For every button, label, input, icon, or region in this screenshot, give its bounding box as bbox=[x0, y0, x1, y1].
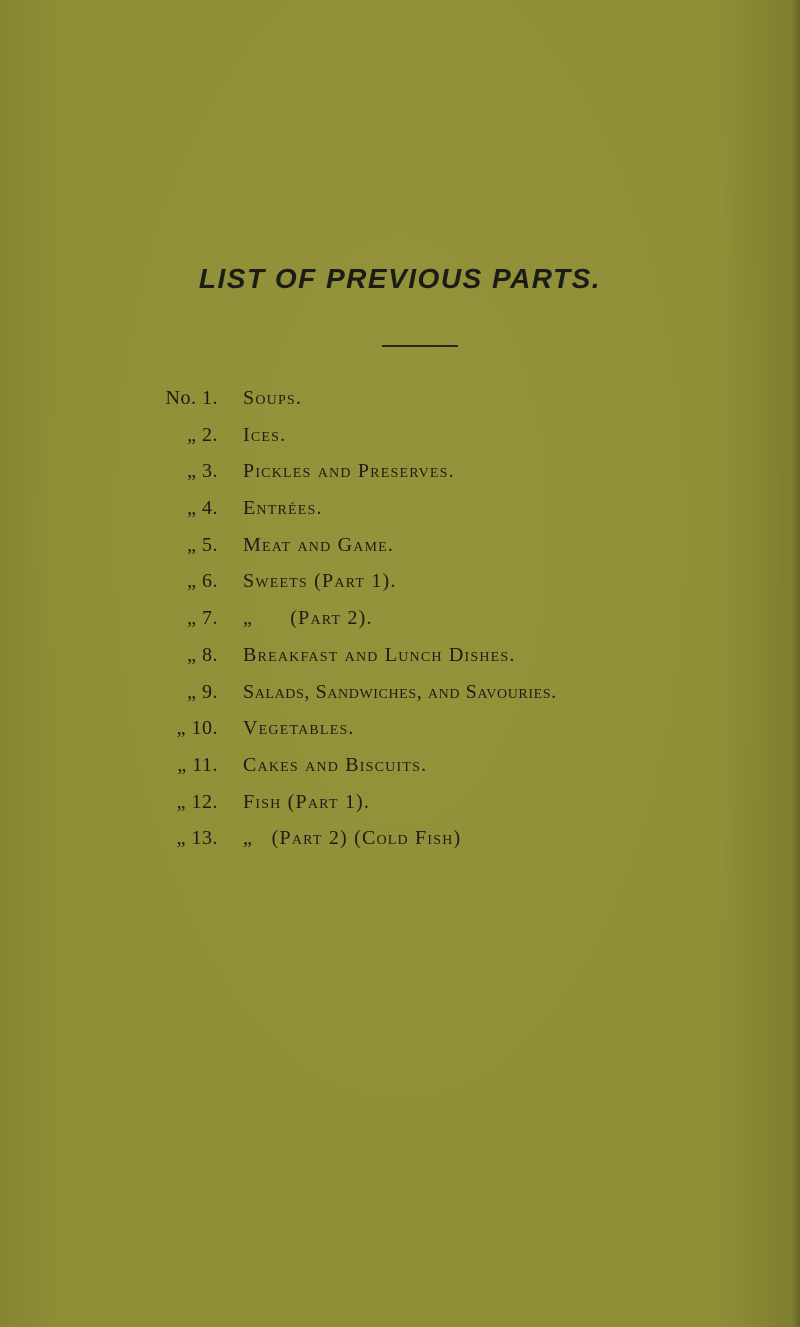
list-item bbox=[0, 417, 800, 454]
title-divider bbox=[382, 345, 458, 347]
part-title: „ (Part 2). bbox=[243, 607, 373, 630]
part-number: „ 11. bbox=[177, 753, 218, 776]
part-number: „ 7. bbox=[187, 607, 218, 630]
part-title: „ (Part 2) (Cold Fish) bbox=[243, 827, 462, 850]
part-title: Meat and Game. bbox=[243, 533, 395, 556]
part-title: Salads, Sandwiches, and Savouries. bbox=[243, 680, 557, 703]
list-item bbox=[0, 784, 800, 821]
part-number: „ 9. bbox=[187, 680, 218, 703]
part-number: No. 1. bbox=[165, 387, 218, 409]
page-title: LIST OF PREVIOUS PARTS. bbox=[198, 263, 602, 294]
part-title: Entrées. bbox=[243, 497, 323, 520]
part-title: Ices. bbox=[243, 423, 287, 446]
part-number: „ 3. bbox=[187, 460, 218, 483]
part-title: Breakfast and Lunch Dishes. bbox=[243, 643, 516, 666]
part-number: „ 12. bbox=[176, 790, 218, 813]
list-item bbox=[0, 453, 800, 490]
part-number: „ 13. bbox=[176, 827, 218, 850]
parts-list bbox=[0, 380, 800, 857]
list-item bbox=[0, 600, 800, 637]
part-number: „ 10. bbox=[176, 717, 218, 740]
part-number: „ 4. bbox=[187, 497, 218, 520]
part-title: Pickles and Preserves. bbox=[243, 460, 455, 483]
part-title: Soups. bbox=[243, 387, 303, 409]
list-item bbox=[0, 563, 800, 600]
part-title: Cakes and Biscuits. bbox=[243, 753, 428, 776]
list-item bbox=[0, 710, 800, 747]
part-number: „ 5. bbox=[187, 533, 218, 556]
part-title: Fish (Part 1). bbox=[243, 790, 371, 813]
part-number: „ 2. bbox=[187, 423, 218, 446]
list-item bbox=[0, 527, 800, 564]
list-item bbox=[0, 637, 800, 674]
part-number: „ 6. bbox=[187, 570, 218, 593]
part-title: Sweets (Part 1). bbox=[243, 570, 397, 593]
list-item bbox=[0, 490, 800, 527]
part-number: „ 8. bbox=[187, 643, 218, 666]
list-item bbox=[0, 747, 800, 784]
list-item bbox=[0, 380, 800, 417]
list-item bbox=[0, 674, 800, 711]
part-title: Vegetables. bbox=[243, 717, 355, 740]
list-item bbox=[0, 820, 800, 857]
